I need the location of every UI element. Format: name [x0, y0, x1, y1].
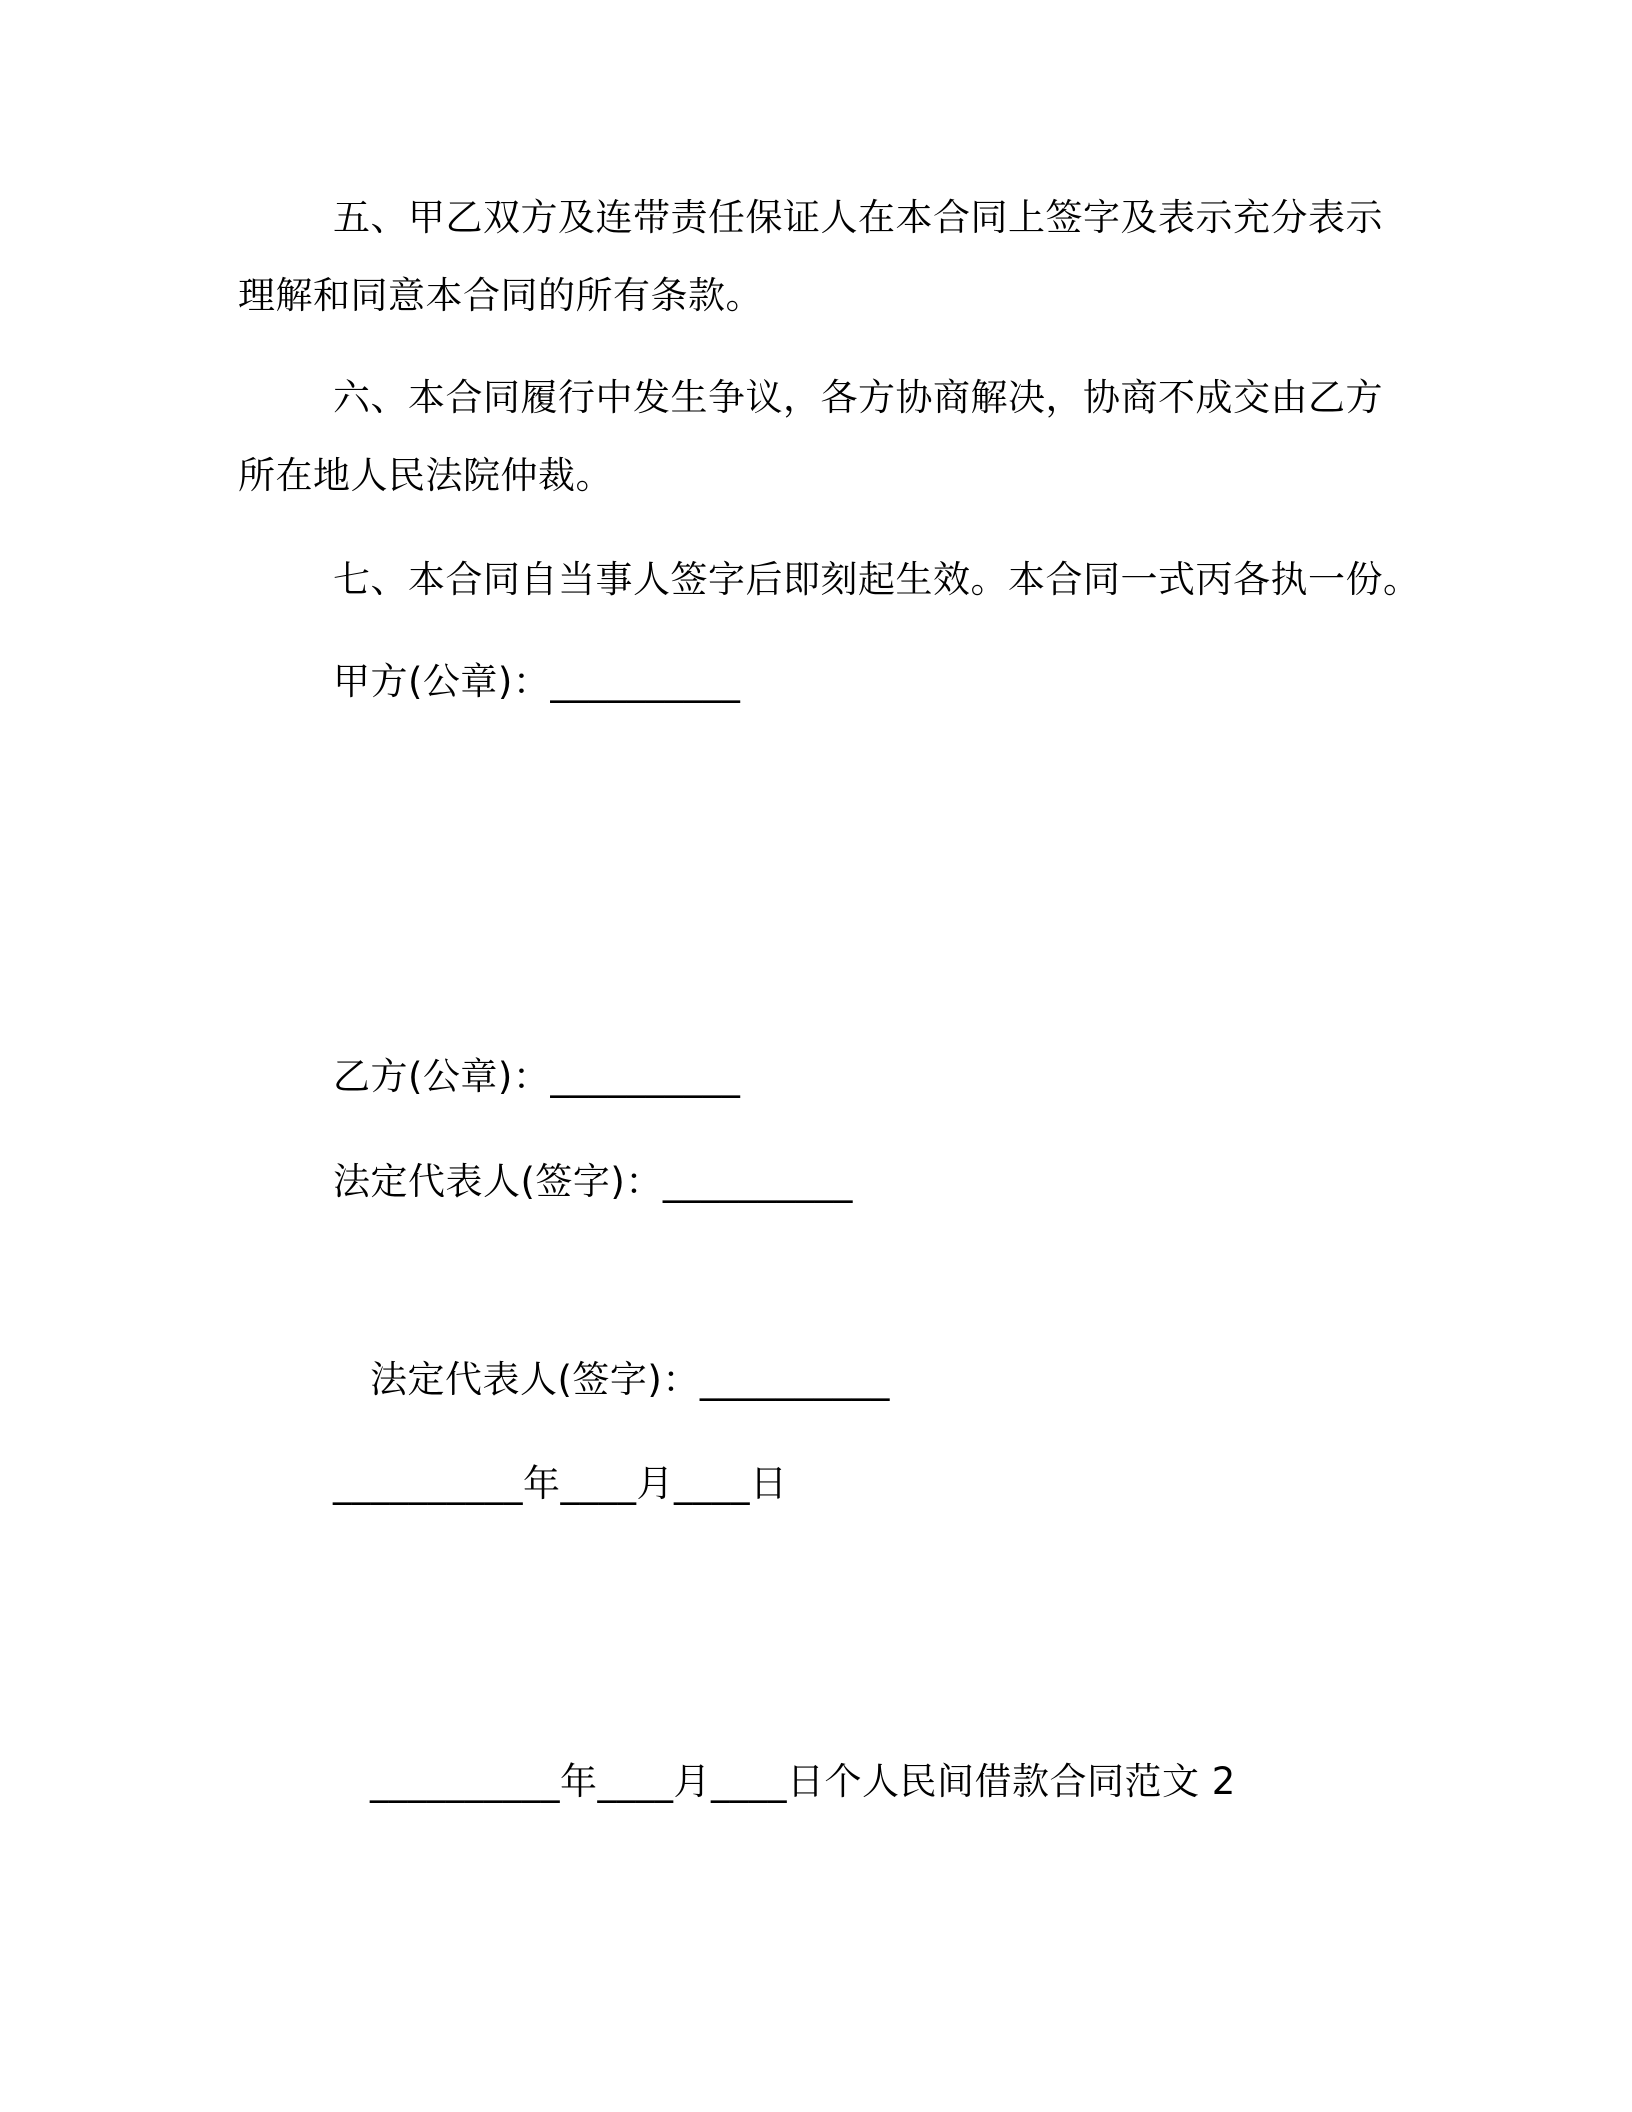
date-line: __________年____月____日 [333, 1462, 788, 1505]
clause-6-line-1: 六、本合同履行中发生争议，各方协商解决，协商不成交由乙方 [333, 376, 1383, 419]
legal-rep-signature-line-2: 法定代表人(签字)：__________ [370, 1358, 890, 1401]
clause-6-line-2: 所在地人民法院仲裁。 [238, 454, 613, 497]
next-contract-heading: __________年____月____日个人民间借款合同范文 2 [370, 1760, 1236, 1803]
clause-5-line-1: 五、甲乙双方及连带责任保证人在本合同上签字及表示充分表示 [333, 196, 1383, 239]
clause-7: 七、本合同自当事人签字后即刻起生效。本合同一式丙各执一份。 [333, 558, 1421, 601]
clause-5-line-2: 理解和同意本合同的所有条款。 [238, 274, 763, 317]
party-a-seal-line: 甲方(公章)：__________ [333, 660, 741, 703]
party-b-seal-line: 乙方(公章)：__________ [333, 1055, 741, 1098]
legal-rep-signature-line: 法定代表人(签字)：__________ [333, 1160, 853, 1203]
